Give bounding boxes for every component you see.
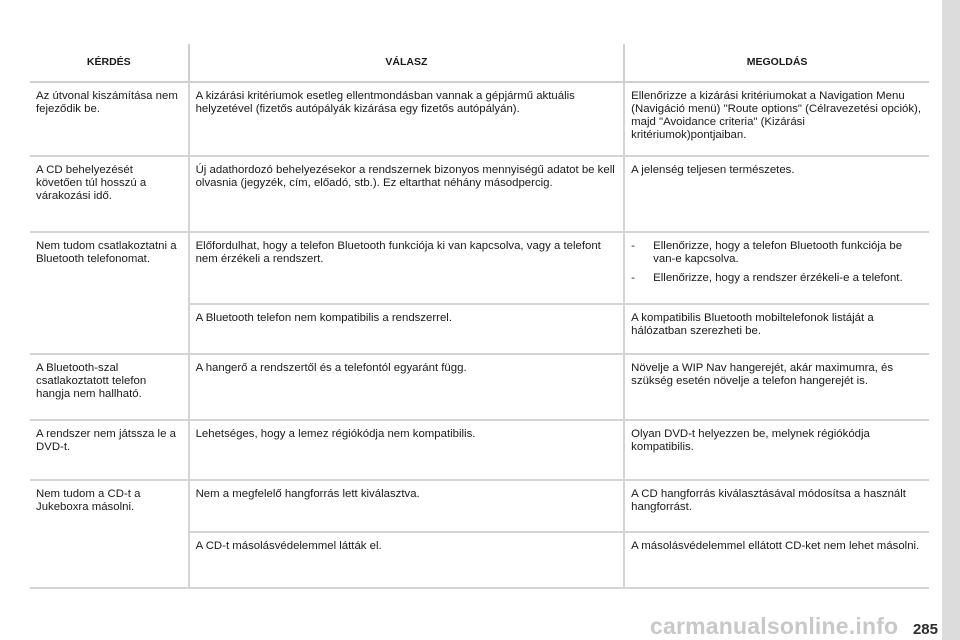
table-row (30, 232, 929, 304)
question-cell: Az útvonal kiszámítása nem fejeződik be. (30, 82, 189, 156)
list-item (631, 240, 923, 266)
dash-bullet: - (631, 240, 635, 252)
answer-cell: A Bluetooth telefon nem kompatibilis a rendszerrel. (189, 304, 625, 354)
table-row (30, 480, 929, 532)
solution-list (631, 240, 923, 285)
answer-cell: A kizárási kritériumok esetleg ellentmondásban vannak a gépjármű aktuális helyzetével (fizetős autópályák kizárása egy fizetős autópályán). (189, 82, 625, 156)
header-solution: MEGOLDÁS (624, 44, 929, 82)
answer-cell: Előfordulhat, hogy a telefon Bluetooth funkciója ki van kapcsolva, vagy a telefont nem érzékeli a rendszert. (189, 232, 625, 304)
solution-cell: Ellenőrizze a kizárási kritériumokat a Navigation Menu (Navigáció menü) "Route options" (Célravezetési opciók), majd "Avoidance criteria" (Kizárási kritériumok)pontjaiban. (624, 82, 929, 156)
dash-bullet: - (631, 272, 635, 284)
table-row (30, 82, 929, 156)
answer-cell: Lehetséges, hogy a lemez régiókódja nem kompatibilis. (189, 420, 625, 480)
page-number: 285 (912, 621, 938, 638)
header-answer: VÁLASZ (189, 44, 625, 82)
solution-cell: Növelje a WIP Nav hangerejét, akár maximumra, és szükség esetén növelje a telefon hangerejét is. (624, 354, 929, 420)
list-item-text: Ellenőrizze, hogy a rendszer érzékeli-e a telefont. (653, 272, 903, 284)
table-header-row (30, 44, 929, 82)
page-edge-bar (942, 0, 960, 640)
list-item-text: Ellenőrizze, hogy a telefon Bluetooth funkciója be van-e kapcsolva. (653, 240, 903, 265)
solution-cell: Olyan DVD-t helyezzen be, melynek régiókódja kompatibilis. (624, 420, 929, 480)
header-question: KÉRDÉS (30, 44, 189, 82)
table-row (30, 156, 929, 232)
solution-cell: A jelenség teljesen természetes. (624, 156, 929, 232)
question-cell: A Bluetooth-szal csatlakoztatott telefon hangja nem hallható. (30, 354, 189, 420)
answer-cell: Nem a megfelelő hangforrás lett kiválasztva. (189, 480, 625, 532)
watermark: carmanualsonline.info (650, 613, 899, 639)
solution-cell: A másolásvédelemmel ellátott CD-ket nem lehet másolni. (624, 532, 929, 588)
list-item (631, 272, 923, 285)
answer-cell: Új adathordozó behelyezésekor a rendszernek bizonyos mennyiségű adatot be kell olvasnia (jegyzék, cím, előadó, stb.). Ez eltarthat néhány másodpercig. (189, 156, 625, 232)
solution-cell: A kompatibilis Bluetooth mobiltelefonok listáját a hálózatban szerezheti be. (624, 304, 929, 354)
troubleshooting-table (30, 44, 929, 589)
answer-cell: A hangerő a rendszertől és a telefontól egyaránt függ. (189, 354, 625, 420)
table-row (30, 420, 929, 480)
question-cell: A rendszer nem játssza le a DVD-t. (30, 420, 189, 480)
question-cell: A CD behelyezését követően túl hosszú a várakozási idő. (30, 156, 189, 232)
table-row (30, 354, 929, 420)
solution-cell (624, 232, 929, 304)
question-cell: Nem tudom csatlakoztatni a Bluetooth telefonomat. (30, 232, 189, 354)
question-cell: Nem tudom a CD-t a Jukeboxra másolni. (30, 480, 189, 588)
answer-cell: A CD-t másolásvédelemmel látták el. (189, 532, 625, 588)
solution-cell: A CD hangforrás kiválasztásával módosítsa a használt hangforrást. (624, 480, 929, 532)
